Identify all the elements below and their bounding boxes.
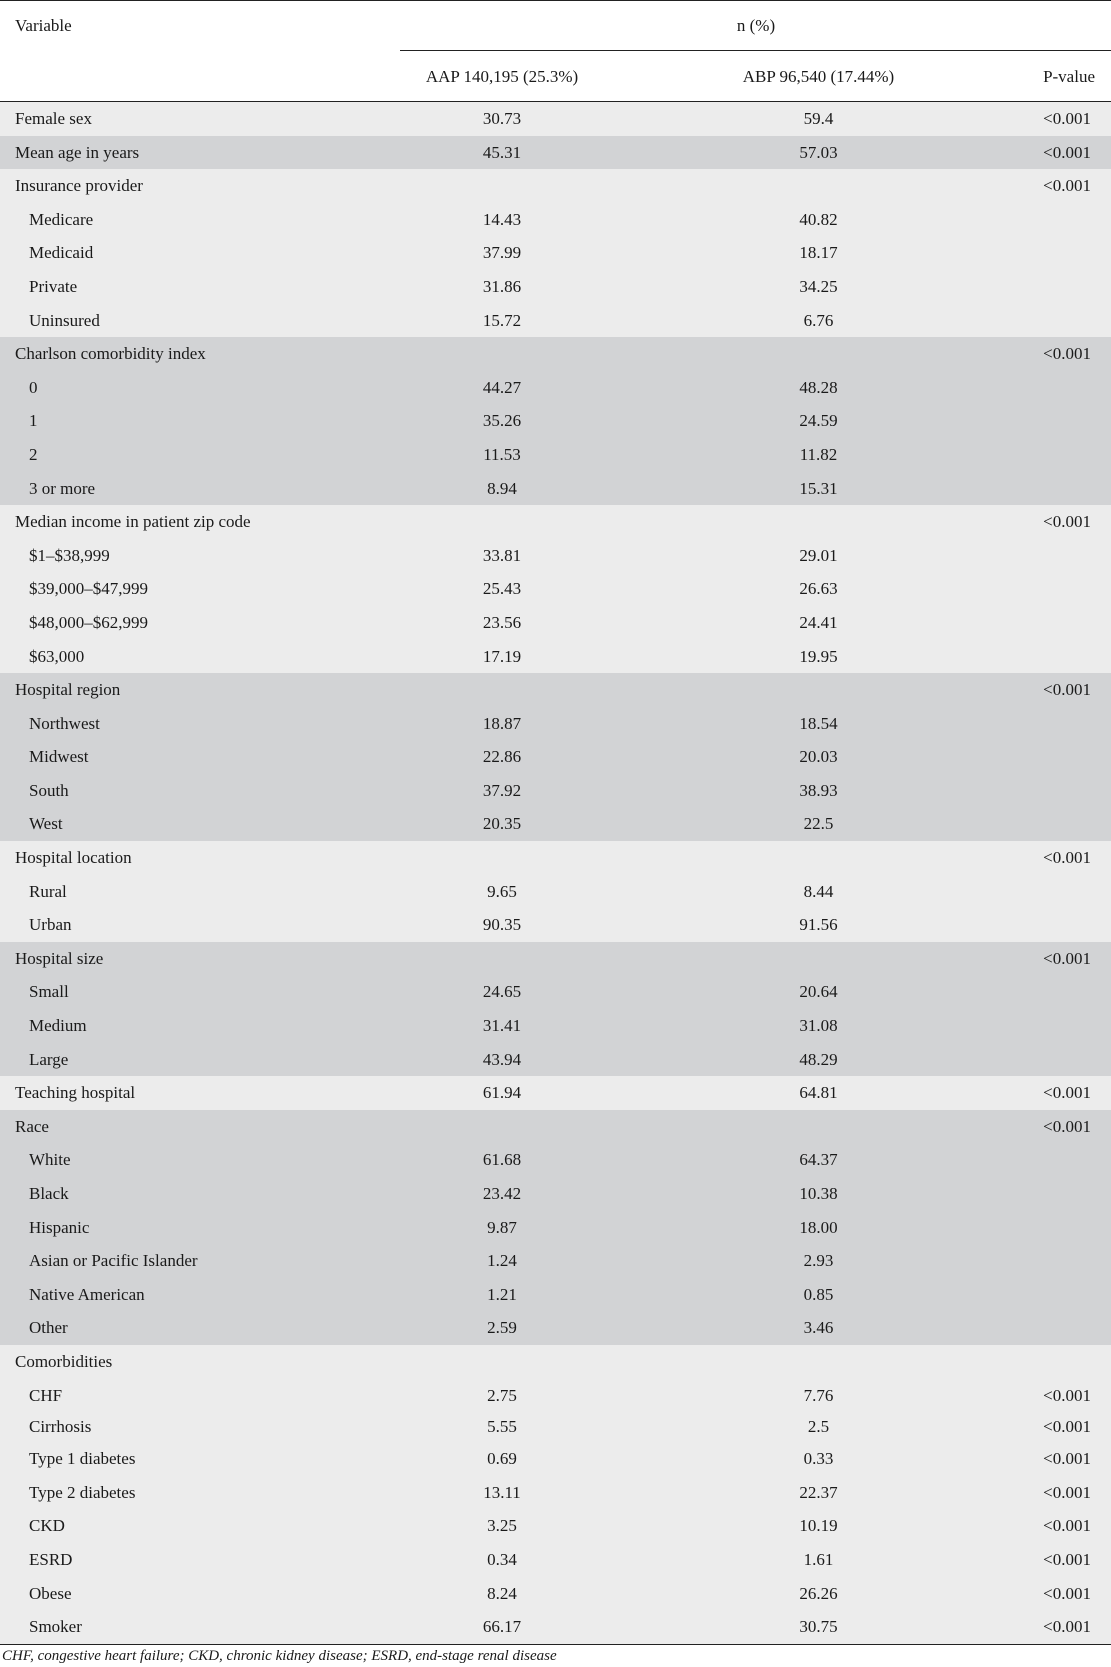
table-row <box>0 1143 1111 1177</box>
cell-variable: Mean age in years <box>15 142 140 162</box>
cell-variable: $63,000 <box>29 646 85 666</box>
cell-aap: 33.81 <box>482 545 522 565</box>
cell-p-value: <0.001 <box>1043 1449 1091 1469</box>
table-row <box>0 572 1111 606</box>
cell-variable: Type 1 diabetes <box>29 1449 136 1469</box>
cell-variable: White <box>29 1150 71 1170</box>
table-row <box>0 1311 1111 1345</box>
table-row <box>0 136 1111 170</box>
cell-variable: $1–$38,999 <box>29 545 110 565</box>
cell-variable: Midwest <box>29 747 89 767</box>
cell-p-value: <0.001 <box>1043 142 1091 162</box>
table-row <box>0 472 1111 506</box>
cell-abp: 20.64 <box>799 982 838 1002</box>
cell-variable: Small <box>29 982 69 1002</box>
table-row <box>0 707 1111 741</box>
cell-aap: 45.31 <box>482 142 522 162</box>
cell-aap: 3.25 <box>487 1516 517 1536</box>
cell-abp: 6.76 <box>803 310 834 330</box>
cell-abp: 24.59 <box>799 411 838 431</box>
cell-variable: Race <box>15 1116 49 1136</box>
cell-p-value: <0.001 <box>1043 176 1091 196</box>
table-row <box>0 1110 1111 1144</box>
cell-variable: West <box>29 814 63 834</box>
cell-variable: Female sex <box>15 109 92 128</box>
cell-p-value: <0.001 <box>1043 344 1091 364</box>
cell-variable: 1 <box>29 411 38 431</box>
cell-aap: 90.35 <box>482 915 522 935</box>
cell-variable: Type 2 diabetes <box>29 1482 136 1502</box>
cell-abp: 20.03 <box>799 747 838 767</box>
cell-abp: 48.29 <box>799 1049 838 1069</box>
cell-p-value: <0.001 <box>1043 1617 1091 1637</box>
cell-abp: 11.82 <box>799 444 838 464</box>
header-p-value: P-value <box>1043 67 1095 86</box>
cell-p-value: <0.001 <box>1043 1549 1091 1569</box>
cell-aap: 24.65 <box>482 982 522 1002</box>
cell-variable: Hospital size <box>15 948 104 968</box>
cell-aap: 61.94 <box>482 1083 522 1103</box>
cell-abp: 7.76 <box>803 1385 834 1405</box>
table-row <box>0 304 1111 338</box>
cell-abp: 57.03 <box>799 142 838 162</box>
cell-variable: Insurance provider <box>15 176 143 196</box>
cell-abp: 0.33 <box>803 1449 834 1469</box>
table-row <box>0 1043 1111 1077</box>
cell-aap: 9.65 <box>487 881 517 901</box>
table-row <box>0 203 1111 237</box>
cell-abp: 34.25 <box>799 276 838 296</box>
cell-abp: 64.81 <box>799 1083 838 1103</box>
cell-aap: 0.69 <box>487 1449 517 1469</box>
cell-variable: $39,000–$47,999 <box>29 579 148 599</box>
cell-variable: Urban <box>29 915 72 935</box>
cell-variable: Rural <box>29 881 67 901</box>
table-row <box>0 807 1111 841</box>
cell-abp: 15.31 <box>799 478 838 498</box>
cell-p-value: <0.001 <box>1043 1083 1091 1103</box>
cell-abp: 0.85 <box>803 1284 834 1304</box>
cell-variable: Other <box>29 1318 68 1338</box>
cell-variable: Medicare <box>29 209 94 229</box>
cell-abp: 2.93 <box>803 1251 834 1271</box>
table-row <box>0 1009 1111 1043</box>
cell-abp: 31.08 <box>799 1016 838 1036</box>
table-row <box>0 371 1111 405</box>
table-row <box>0 1412 1111 1442</box>
cell-abp: 2.5 <box>807 1417 830 1437</box>
cell-aap: 9.87 <box>487 1217 517 1237</box>
cell-aap: 31.86 <box>482 276 522 296</box>
cell-variable: CKD <box>29 1516 65 1536</box>
cell-variable: $48,000–$62,999 <box>29 612 148 632</box>
table-row <box>0 1379 1111 1413</box>
cell-abp: 8.44 <box>803 881 834 901</box>
cell-variable: Obese <box>29 1583 72 1603</box>
cell-abp: 19.95 <box>799 646 838 666</box>
cell-aap: 25.43 <box>482 579 522 599</box>
cell-abp: 26.63 <box>799 579 838 599</box>
cell-aap: 1.21 <box>487 1284 517 1304</box>
table-row <box>0 908 1111 942</box>
cell-aap: 37.92 <box>482 780 522 800</box>
cell-abp: 22.5 <box>803 814 834 834</box>
table-row <box>0 640 1111 674</box>
table-row <box>0 1076 1111 1110</box>
cell-abp: 91.56 <box>799 915 838 935</box>
cell-abp: 24.41 <box>799 612 838 632</box>
cell-variable: Comorbidities <box>15 1351 113 1371</box>
table-footnote: CHF, congestive heart failure; CKD, chronic kidney disease; ESRD, end-stage renal disease <box>2 1647 557 1664</box>
cell-abp: 59.4 <box>803 109 834 128</box>
table-row <box>0 270 1111 304</box>
cell-variable: Teaching hospital <box>15 1083 136 1103</box>
table-row <box>0 539 1111 573</box>
cell-abp: 1.61 <box>803 1549 834 1569</box>
cell-variable: Asian or Pacific Islander <box>29 1251 198 1271</box>
cell-p-value: <0.001 <box>1043 1482 1091 1502</box>
cell-abp: 64.37 <box>799 1150 838 1170</box>
cell-variable: Large <box>29 1049 69 1069</box>
cell-p-value: <0.001 <box>1043 1417 1091 1437</box>
cell-aap: 8.94 <box>487 478 517 498</box>
cell-abp: 40.82 <box>799 209 838 229</box>
cell-variable: Hospital location <box>15 848 132 868</box>
table-row <box>0 1476 1111 1510</box>
header-abp: ABP 96,540 (17.44%) <box>742 67 895 86</box>
table-row <box>0 505 1111 539</box>
cell-aap: 5.55 <box>487 1417 517 1437</box>
cell-p-value: <0.001 <box>1043 1516 1091 1536</box>
cell-aap: 31.41 <box>482 1016 522 1036</box>
cell-aap: 44.27 <box>482 377 522 397</box>
cell-aap: 18.87 <box>482 713 522 733</box>
table-row <box>0 841 1111 875</box>
table-row <box>0 1442 1111 1476</box>
cell-aap: 61.68 <box>482 1150 522 1170</box>
cell-aap: 14.43 <box>482 209 522 229</box>
cell-variable: Cirrhosis <box>29 1417 92 1437</box>
cell-abp: 30.75 <box>799 1617 838 1637</box>
table-row <box>0 169 1111 203</box>
cell-aap: 15.72 <box>482 310 522 330</box>
table-row <box>0 337 1111 371</box>
cell-abp: 29.01 <box>799 545 838 565</box>
table-row <box>0 1610 1111 1644</box>
table-header <box>0 0 1111 102</box>
cell-variable: Northwest <box>29 713 100 733</box>
table-row <box>0 236 1111 270</box>
cell-p-value: <0.001 <box>1043 1116 1091 1136</box>
table-row <box>0 1509 1111 1543</box>
cell-abp: 3.46 <box>803 1318 834 1338</box>
cell-abp: 18.17 <box>799 243 838 263</box>
header-group-rule <box>400 50 1111 51</box>
cell-abp: 48.28 <box>799 377 838 397</box>
cell-p-value: <0.001 <box>1043 948 1091 968</box>
cell-aap: 22.86 <box>482 747 522 767</box>
cell-abp: 38.93 <box>799 780 838 800</box>
cell-aap: 1.24 <box>487 1251 517 1271</box>
table-row <box>0 673 1111 707</box>
cell-variable: Hispanic <box>29 1217 90 1237</box>
table-row <box>0 404 1111 438</box>
table-row <box>0 1177 1111 1211</box>
cell-p-value: <0.001 <box>1043 1583 1091 1603</box>
cell-abp: 10.19 <box>799 1516 838 1536</box>
cell-variable: 3 or more <box>29 478 96 498</box>
cell-variable: Medicaid <box>29 243 94 263</box>
table-row <box>0 1345 1111 1379</box>
cell-variable: Native American <box>29 1284 145 1304</box>
cell-p-value: <0.001 <box>1043 512 1091 532</box>
cell-variable: Median income in patient zip code <box>15 512 251 532</box>
table-row <box>0 438 1111 472</box>
cell-abp: 18.54 <box>799 713 838 733</box>
cell-variable: Private <box>29 276 78 296</box>
cell-variable: South <box>29 780 69 800</box>
cell-aap: 17.19 <box>482 646 522 666</box>
cell-p-value: <0.001 <box>1043 1385 1091 1405</box>
cell-aap: 43.94 <box>482 1049 522 1069</box>
cell-aap: 23.56 <box>482 612 522 632</box>
cell-variable: 0 <box>29 377 38 397</box>
cell-aap: 13.11 <box>483 1482 521 1502</box>
cell-variable: Charlson comorbidity index <box>15 344 206 364</box>
cell-variable: Hospital region <box>15 680 121 700</box>
cell-abp: 18.00 <box>799 1217 838 1237</box>
cell-variable: ESRD <box>29 1549 73 1569</box>
cell-variable: CHF <box>29 1385 63 1405</box>
header-aap: AAP 140,195 (25.3%) <box>425 67 579 86</box>
table-row <box>0 1278 1111 1312</box>
table-row <box>0 942 1111 976</box>
table-row <box>0 606 1111 640</box>
table-row <box>0 875 1111 909</box>
cell-abp: 26.26 <box>799 1583 838 1603</box>
table-row <box>0 1244 1111 1278</box>
table-row <box>0 1577 1111 1611</box>
cell-aap: 8.24 <box>487 1583 517 1603</box>
cell-variable: Black <box>29 1184 69 1203</box>
cell-aap: 30.73 <box>482 109 522 128</box>
header-group-n-percent: n (%) <box>736 16 776 35</box>
cell-variable: Smoker <box>29 1617 82 1637</box>
cell-abp: 22.37 <box>799 1482 838 1502</box>
cell-p-value: <0.001 <box>1043 109 1091 128</box>
cell-variable: Medium <box>29 1016 87 1036</box>
cell-aap: 23.42 <box>482 1184 522 1203</box>
cell-p-value: <0.001 <box>1043 848 1091 868</box>
table-row <box>0 740 1111 774</box>
cell-aap: 37.99 <box>482 243 522 263</box>
cell-aap: 2.75 <box>487 1385 517 1405</box>
cell-aap: 2.59 <box>487 1318 517 1338</box>
cell-aap: 11.53 <box>483 444 521 464</box>
cell-aap: 20.35 <box>482 814 522 834</box>
table-body <box>0 102 1111 1644</box>
table-row <box>0 1211 1111 1245</box>
cell-abp: 10.38 <box>799 1184 838 1203</box>
cell-aap: 35.26 <box>482 411 522 431</box>
cell-aap: 0.34 <box>487 1549 517 1569</box>
cell-variable: Uninsured <box>29 310 100 330</box>
header-variable: Variable <box>15 16 72 35</box>
cell-p-value: <0.001 <box>1043 680 1091 700</box>
table-row <box>0 975 1111 1009</box>
table-row <box>0 102 1111 136</box>
cell-aap: 66.17 <box>482 1617 522 1637</box>
table-row <box>0 774 1111 808</box>
table-row <box>0 1543 1111 1577</box>
cell-variable: 2 <box>29 444 38 464</box>
